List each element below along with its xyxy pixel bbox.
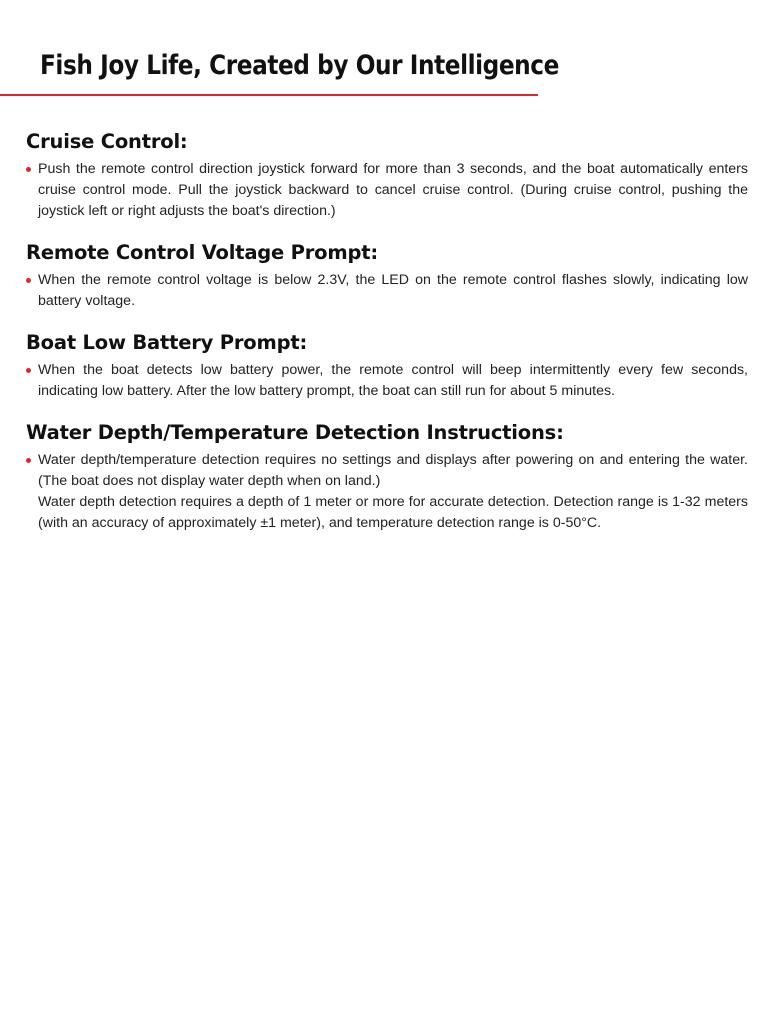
title-underline: [0, 94, 538, 96]
bullet-item: [26, 270, 748, 312]
section-depth-temperature: [26, 421, 748, 534]
section-cruise-control: [26, 130, 748, 222]
bullet-item: [26, 450, 748, 534]
bullet-dot-icon: [26, 368, 31, 373]
bullet-text: When the boat detects low battery power, the remote control will beep intermittently every few seconds, indicating low battery. After the low battery prompt, the boat can still run for about 5 minutes.: [38, 362, 748, 399]
bullet-item: [26, 360, 748, 402]
section-heading: Remote Control Voltage Prompt:: [26, 241, 378, 264]
bullet-text: Push the remote control direction joystick forward for more than 3 seconds, and the boat automatically enters cruise control mode. Pull the joystick backward to cancel cruise control. (During cruise control, pushing the joystick left or right adjusts the boat's direction.): [38, 161, 748, 219]
bullet-dot-icon: [26, 458, 31, 463]
bullet-item: [26, 159, 748, 222]
bullet-dot-icon: [26, 278, 31, 283]
bullet-dot-icon: [26, 167, 31, 172]
bullet-text: Water depth/temperature detection requires no settings and displays after powering on and entering the water. (The boat does not display water depth when on land.): [38, 452, 748, 489]
page-title: Fish Joy Life, Created by Our Intelligence: [40, 50, 559, 81]
bullet-text-continued: Water depth detection requires a depth of 1 meter or more for accurate detection. Detection range is 1-32 meters (with an accuracy of approximately ±1 meter), and temperature detection range is 0-50°C.: [38, 494, 748, 531]
instructions-content: [26, 130, 748, 553]
section-heading: Boat Low Battery Prompt:: [26, 331, 308, 354]
section-heading: Cruise Control:: [26, 130, 188, 153]
bullet-text: When the remote control voltage is below 2.3V, the LED on the remote control flashes slowly, indicating low battery voltage.: [38, 272, 748, 309]
section-boat-low-battery: [26, 331, 748, 402]
section-remote-voltage-prompt: [26, 241, 748, 312]
section-heading: Water Depth/Temperature Detection Instructions:: [26, 421, 564, 444]
